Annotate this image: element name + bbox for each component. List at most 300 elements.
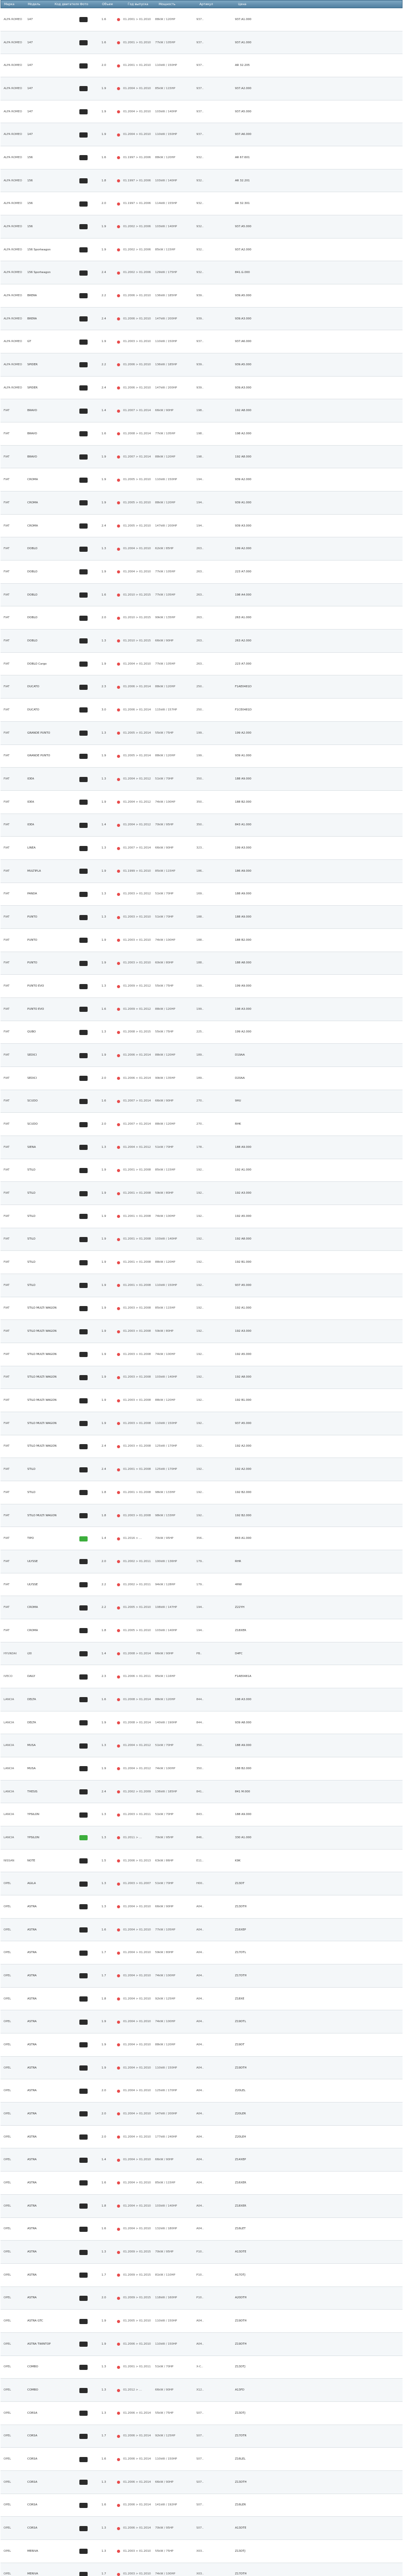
engine-photo-thumbnail[interactable] <box>79 707 88 713</box>
engine-photo-thumbnail[interactable] <box>79 2342 88 2347</box>
table-row[interactable] <box>1 1044 402 1067</box>
table-row[interactable] <box>1 791 402 814</box>
engine-photo-thumbnail[interactable] <box>79 132 88 138</box>
brand-cell: FIAT <box>4 916 10 919</box>
engine-photo-thumbnail[interactable] <box>79 1490 88 1495</box>
table-row[interactable] <box>1 2540 402 2563</box>
price-cell: 263 A1.000 <box>235 616 251 620</box>
engine-photo-thumbnail[interactable] <box>79 478 88 483</box>
table-row[interactable] <box>1 2425 402 2448</box>
table-row[interactable] <box>1 123 402 146</box>
model-cell: BRAVO <box>27 455 37 459</box>
table-row[interactable] <box>1 2148 402 2172</box>
model-cell: 147 <box>27 110 33 113</box>
table-row[interactable] <box>1 1366 402 1389</box>
table-row[interactable] <box>1 745 402 768</box>
engine-photo-thumbnail[interactable] <box>79 915 88 920</box>
table-row[interactable] <box>1 353 402 377</box>
table-row[interactable] <box>1 1850 402 1873</box>
engine-photo-thumbnail[interactable] <box>79 569 88 574</box>
engine-photo-thumbnail[interactable] <box>79 1858 88 1863</box>
table-row[interactable] <box>1 1228 402 1251</box>
table-row[interactable] <box>1 1481 402 1504</box>
table-row[interactable] <box>1 1826 402 1850</box>
table-row[interactable] <box>1 1665 402 1688</box>
table-row[interactable] <box>1 1297 402 1320</box>
power-cell: 88kW / 120HP <box>155 1007 175 1011</box>
table-row[interactable] <box>1 2563 402 2576</box>
code-cell: 356.. <box>196 1537 204 1540</box>
engine-photo-thumbnail[interactable] <box>79 293 88 298</box>
brand-cell: FIAT <box>4 547 10 551</box>
engine-photo-thumbnail[interactable] <box>79 1352 88 1357</box>
table-row[interactable] <box>1 284 402 308</box>
engine-photo-thumbnail[interactable] <box>79 2319 88 2324</box>
power-cell: 77kW / 105HP <box>155 593 175 597</box>
table-row[interactable] <box>1 1988 402 2011</box>
status-dot-icon <box>117 824 120 827</box>
status-dot-icon <box>117 1146 120 1149</box>
status-dot-icon <box>117 1974 120 1977</box>
engine-photo-thumbnail[interactable] <box>79 454 88 460</box>
engine-photo-thumbnail[interactable] <box>79 2227 88 2232</box>
code-cell: 192.. <box>196 1421 204 1425</box>
engine-photo-thumbnail[interactable] <box>79 2020 88 2025</box>
table-row[interactable] <box>1 192 402 215</box>
table-row[interactable] <box>1 653 402 676</box>
engine-photo-thumbnail[interactable] <box>79 431 88 436</box>
engine-photo-thumbnail[interactable] <box>79 178 88 183</box>
engine-photo-thumbnail[interactable] <box>79 1996 88 2002</box>
engine-photo-thumbnail[interactable] <box>79 869 88 874</box>
price-cell: 937.A5.000 <box>235 110 251 113</box>
engine-photo-thumbnail[interactable] <box>79 2065 88 2071</box>
engine-photo-thumbnail[interactable] <box>79 1628 88 1633</box>
brand-cell: FIAT <box>4 1123 10 1126</box>
years-cell: 01.2001 > 01.2010 <box>123 18 151 21</box>
engine-photo-thumbnail[interactable] <box>79 1766 88 1771</box>
engine-photo-thumbnail[interactable] <box>79 2549 88 2554</box>
engine-photo-thumbnail[interactable] <box>79 1260 88 1265</box>
status-dot-icon <box>117 663 120 666</box>
engine-photo-thumbnail[interactable] <box>79 1283 88 1288</box>
engine-photo-thumbnail[interactable] <box>79 892 88 897</box>
engine-photo-thumbnail[interactable] <box>79 270 88 276</box>
table-row[interactable] <box>1 1688 402 1711</box>
engine-photo-thumbnail[interactable] <box>79 1582 88 1587</box>
engine-photo-thumbnail[interactable] <box>79 2089 88 2094</box>
table-row[interactable] <box>1 2264 402 2287</box>
table-row[interactable] <box>1 1389 402 1412</box>
engine-photo-thumbnail[interactable] <box>79 1329 88 1334</box>
table-row[interactable] <box>1 1090 402 1113</box>
brand-cell: OPEL <box>4 2066 11 2070</box>
engine-photo-thumbnail[interactable] <box>79 2296 88 2301</box>
engine-photo-thumbnail[interactable] <box>79 385 88 391</box>
engine-photo-thumbnail[interactable] <box>79 2180 88 2185</box>
table-row[interactable] <box>1 1458 402 1481</box>
table-row[interactable] <box>1 1504 402 1528</box>
table-row[interactable] <box>1 1412 402 1435</box>
engine-photo-thumbnail[interactable] <box>79 86 88 91</box>
table-row[interactable] <box>1 1941 402 1964</box>
table-row[interactable] <box>1 1251 402 1274</box>
table-row[interactable] <box>1 31 402 55</box>
price-cell: 198 A3.000 <box>235 1698 251 1701</box>
engine-photo-thumbnail[interactable] <box>79 984 88 989</box>
table-row[interactable] <box>1 2079 402 2103</box>
table-row[interactable] <box>1 261 402 284</box>
volume-cell: 1.6 <box>102 2503 106 2507</box>
engine-photo-thumbnail[interactable] <box>79 523 88 529</box>
table-row[interactable] <box>1 975 402 998</box>
code-cell: 198.. <box>196 432 204 435</box>
engine-photo-thumbnail[interactable] <box>79 2204 88 2209</box>
table-row[interactable] <box>1 1205 402 1228</box>
header-engine: Код двигателя <box>55 3 79 6</box>
table-row[interactable] <box>1 1803 402 1826</box>
table-row[interactable] <box>1 1872 402 1895</box>
engine-photo-thumbnail[interactable] <box>79 2411 88 2416</box>
engine-photo-thumbnail[interactable] <box>79 1835 88 1840</box>
table-row[interactable] <box>1 1550 402 1573</box>
engine-photo-thumbnail[interactable] <box>79 1375 88 1380</box>
table-row[interactable] <box>1 1781 402 1804</box>
table-row[interactable] <box>1 215 402 239</box>
table-row[interactable] <box>1 1964 402 1988</box>
table-row[interactable] <box>1 330 402 353</box>
table-row[interactable] <box>1 170 402 193</box>
engine-photo-thumbnail[interactable] <box>79 638 88 643</box>
header-power: Мощность <box>159 3 176 6</box>
engine-photo-thumbnail[interactable] <box>79 17 88 22</box>
table-row[interactable] <box>1 515 402 538</box>
table-row[interactable] <box>1 2333 402 2356</box>
engine-photo-thumbnail[interactable] <box>79 247 88 252</box>
engine-photo-thumbnail[interactable] <box>79 1651 88 1656</box>
brand-cell: ALFA ROMEO <box>4 317 22 320</box>
model-cell: DOBLO <box>27 593 38 597</box>
table-row[interactable] <box>1 1642 402 1666</box>
engine-photo-thumbnail[interactable] <box>79 340 88 345</box>
engine-photo-thumbnail[interactable] <box>79 1214 88 1219</box>
model-cell: ASTRA <box>27 2135 37 2139</box>
engine-photo-thumbnail[interactable] <box>79 1191 88 1196</box>
engine-photo-thumbnail[interactable] <box>79 685 88 690</box>
table-row[interactable] <box>1 2379 402 2402</box>
table-row[interactable] <box>1 1573 402 1597</box>
table-row[interactable] <box>1 1757 402 1781</box>
table-row[interactable] <box>1 1343 402 1366</box>
table-row[interactable] <box>1 492 402 515</box>
table-row[interactable] <box>1 722 402 745</box>
code-cell: 192.. <box>196 1399 204 1402</box>
price-cell: 192 B2.000 <box>235 1490 251 1494</box>
brand-cell: ALFA ROMEO <box>4 225 22 228</box>
model-cell: DOBLO Cargo <box>27 662 47 666</box>
table-row[interactable] <box>1 308 402 331</box>
engine-photo-thumbnail[interactable] <box>79 1559 88 1564</box>
engine-photo-thumbnail[interactable] <box>79 1951 88 1956</box>
engine-photo-thumbnail[interactable] <box>79 2111 88 2116</box>
volume-cell: 1.6 <box>102 1007 106 1011</box>
table-row[interactable] <box>1 1919 402 1942</box>
table-row[interactable] <box>1 1596 402 1619</box>
brand-cell: FIAT <box>4 1192 10 1195</box>
table-row[interactable] <box>1 2402 402 2425</box>
engine-photo-thumbnail[interactable] <box>79 201 88 207</box>
table-row[interactable] <box>1 468 402 492</box>
engine-photo-thumbnail[interactable] <box>79 1789 88 1794</box>
engine-photo-thumbnail[interactable] <box>79 1697 88 1702</box>
table-row[interactable] <box>1 2057 402 2080</box>
table-row[interactable] <box>1 584 402 607</box>
engine-photo-thumbnail[interactable] <box>79 731 88 736</box>
engine-photo-thumbnail[interactable] <box>79 846 88 851</box>
engine-photo-thumbnail[interactable] <box>79 616 88 621</box>
engine-photo-thumbnail[interactable] <box>79 754 88 759</box>
status-dot-icon <box>117 341 120 344</box>
table-row[interactable] <box>1 2033 402 2057</box>
status-dot-icon <box>117 1330 120 1333</box>
engine-photo-thumbnail[interactable] <box>79 961 88 966</box>
engine-photo-thumbnail[interactable] <box>79 409 88 414</box>
table-row[interactable] <box>1 606 402 630</box>
power-cell: 66kW / 90HP <box>155 409 174 413</box>
engine-photo-thumbnail[interactable] <box>79 1513 88 1518</box>
table-row[interactable] <box>1 100 402 124</box>
engine-photo-thumbnail[interactable] <box>79 2365 88 2370</box>
volume-cell: 1.3 <box>102 639 106 642</box>
engine-photo-thumbnail[interactable] <box>79 1444 88 1449</box>
table-row[interactable] <box>1 2310 402 2333</box>
engine-photo-thumbnail[interactable] <box>79 2503 88 2508</box>
engine-photo-thumbnail[interactable] <box>79 1674 88 1680</box>
engine-photo-thumbnail[interactable] <box>79 1306 88 1311</box>
table-row[interactable] <box>1 860 402 883</box>
table-row[interactable] <box>1 2356 402 2379</box>
engine-photo-thumbnail[interactable] <box>79 1720 88 1725</box>
model-cell: ASTRA <box>27 1997 37 2001</box>
table-row[interactable] <box>1 1159 402 1182</box>
price-cell: 192 A8.000 <box>235 409 251 413</box>
years-cell: 01.2003 > 01.2008 <box>123 1307 151 1310</box>
status-dot-icon <box>117 2343 120 2346</box>
engine-photo-thumbnail[interactable] <box>79 800 88 805</box>
table-row[interactable] <box>1 699 402 722</box>
engine-photo-thumbnail[interactable] <box>79 2250 88 2255</box>
brand-cell: FIAT <box>4 1030 10 1034</box>
engine-photo-thumbnail[interactable] <box>79 592 88 598</box>
engine-photo-thumbnail[interactable] <box>79 1122 88 1127</box>
engine-photo-thumbnail[interactable] <box>79 40 88 45</box>
years-cell: 01.2007 > 01.2014 <box>123 455 151 459</box>
table-row[interactable] <box>1 1021 402 1044</box>
engine-photo-thumbnail[interactable] <box>79 1882 88 1887</box>
table-row[interactable] <box>1 2218 402 2241</box>
table-row[interactable] <box>1 929 402 952</box>
table-row[interactable] <box>1 883 402 906</box>
engine-photo-thumbnail[interactable] <box>79 1743 88 1749</box>
table-row[interactable] <box>1 2494 402 2517</box>
table-row[interactable] <box>1 2517 402 2540</box>
table-row[interactable] <box>1 2172 402 2195</box>
engine-photo-thumbnail[interactable] <box>79 2457 88 2462</box>
table-row[interactable] <box>1 422 402 446</box>
power-cell: 51kW / 70HP <box>155 892 174 896</box>
engine-photo-thumbnail[interactable] <box>79 500 88 505</box>
table-row[interactable] <box>1 146 402 170</box>
years-cell: 01.2003 > 01.2008 <box>123 1514 151 1517</box>
code-cell: 843.. <box>196 1813 204 1817</box>
brand-cell: ALFA ROMEO <box>4 156 22 159</box>
table-row[interactable] <box>1 1711 402 1735</box>
status-dot-icon <box>117 156 120 159</box>
table-row[interactable] <box>1 2471 402 2494</box>
price-cell: 263 A2.000 <box>235 639 251 642</box>
table-row[interactable] <box>1 1113 402 1136</box>
table-row[interactable] <box>1 2241 402 2264</box>
table-row[interactable] <box>1 675 402 699</box>
price-cell: F1CE0481D <box>235 708 252 711</box>
price-cell: 188 B2.000 <box>235 800 251 804</box>
brand-cell: FIAT <box>4 1606 10 1609</box>
table-row[interactable] <box>1 239 402 262</box>
engine-photo-thumbnail[interactable] <box>79 777 88 782</box>
engine-photo-thumbnail[interactable] <box>79 1421 88 1426</box>
table-row[interactable] <box>1 1619 402 1642</box>
power-cell: 103kW / 140HP <box>155 225 177 228</box>
table-row[interactable] <box>1 2287 402 2310</box>
power-cell: 88kW / 120HP <box>155 685 175 689</box>
engine-photo-thumbnail[interactable] <box>79 1007 88 1012</box>
power-cell: 103kW / 140HP <box>155 1629 177 1632</box>
table-row[interactable] <box>1 8 402 31</box>
engine-photo-thumbnail[interactable] <box>79 2480 88 2485</box>
table-row[interactable] <box>1 814 402 837</box>
price-cell: AR 32.205 <box>235 64 250 67</box>
table-row[interactable] <box>1 1320 402 1343</box>
table-row[interactable] <box>1 2103 402 2126</box>
table-row[interactable] <box>1 1895 402 1919</box>
table-row[interactable] <box>1 630 402 653</box>
volume-cell: 2.3 <box>102 685 106 689</box>
table-row[interactable] <box>1 1182 402 1205</box>
model-cell: CORSA <box>27 2434 38 2438</box>
engine-photo-thumbnail[interactable] <box>79 316 88 321</box>
engine-photo-thumbnail[interactable] <box>79 2526 88 2531</box>
engine-photo-thumbnail[interactable] <box>79 1398 88 1403</box>
table-row[interactable] <box>1 837 402 860</box>
engine-photo-thumbnail[interactable] <box>79 1536 88 1541</box>
power-cell: 66kW / 90HP <box>155 2158 174 2162</box>
brand-cell: FIAT <box>4 1490 10 1494</box>
brand-cell: FIAT <box>4 708 10 711</box>
power-cell: 74kW / 100HP <box>155 2020 175 2024</box>
engine-photo-thumbnail[interactable] <box>79 1168 88 1173</box>
status-dot-icon <box>117 1491 120 1494</box>
status-dot-icon <box>117 1261 120 1264</box>
table-row[interactable] <box>1 399 402 422</box>
power-cell: 103kW / 140HP <box>155 179 177 182</box>
volume-cell: 1.7 <box>102 2572 106 2576</box>
engine-photo-thumbnail[interactable] <box>79 1145 88 1150</box>
engine-photo-thumbnail[interactable] <box>79 109 88 114</box>
engine-photo-thumbnail[interactable] <box>79 1927 88 1933</box>
years-cell: 01.2003 > 01.2010 <box>123 2549 151 2553</box>
engine-photo-thumbnail[interactable] <box>79 1099 88 1104</box>
table-row[interactable] <box>1 2195 402 2218</box>
engine-photo-thumbnail[interactable] <box>79 1904 88 1909</box>
engine-photo-thumbnail[interactable] <box>79 1812 88 1818</box>
engine-photo-thumbnail[interactable] <box>79 63 88 69</box>
table-row[interactable] <box>1 906 402 929</box>
volume-cell: 1.9 <box>102 1330 106 1333</box>
engine-photo-thumbnail[interactable] <box>79 938 88 943</box>
engine-photo-thumbnail[interactable] <box>79 1605 88 1611</box>
table-row[interactable] <box>1 377 402 400</box>
engine-photo-thumbnail[interactable] <box>79 2434 88 2439</box>
table-row[interactable] <box>1 998 402 1021</box>
status-dot-icon <box>117 2573 120 2576</box>
table-row[interactable] <box>1 561 402 584</box>
table-row[interactable] <box>1 2010 402 2033</box>
engine-photo-thumbnail[interactable] <box>79 1973 88 1978</box>
brand-cell: LANCIA <box>4 1767 14 1770</box>
engine-photo-thumbnail[interactable] <box>79 1076 88 1081</box>
engine-photo-thumbnail[interactable] <box>79 547 88 552</box>
engine-photo-thumbnail[interactable] <box>79 1467 88 1472</box>
engine-photo-thumbnail[interactable] <box>79 662 88 667</box>
table-row[interactable] <box>1 768 402 791</box>
table-row[interactable] <box>1 54 402 77</box>
engine-photo-thumbnail[interactable] <box>79 155 88 160</box>
engine-photo-thumbnail[interactable] <box>79 362 88 367</box>
table-row[interactable] <box>1 1067 402 1090</box>
code-cell: 263.. <box>196 662 204 666</box>
table-row[interactable] <box>1 77 402 100</box>
table-row[interactable] <box>1 2126 402 2149</box>
engine-photo-thumbnail[interactable] <box>79 2042 88 2047</box>
engine-photo-thumbnail[interactable] <box>79 1030 88 1035</box>
engine-photo-thumbnail[interactable] <box>79 2572 88 2576</box>
power-cell: 114kW / 155HP <box>155 202 177 206</box>
volume-cell: 2.0 <box>102 2135 106 2139</box>
engine-photo-thumbnail[interactable] <box>79 823 88 828</box>
table-row[interactable] <box>1 2448 402 2471</box>
engine-photo-thumbnail[interactable] <box>79 224 88 229</box>
volume-cell: 1.3 <box>102 2549 106 2553</box>
engine-photo-thumbnail[interactable] <box>79 1053 88 1058</box>
volume-cell: 1.6 <box>102 1928 106 1931</box>
table-row[interactable] <box>1 1136 402 1159</box>
table-row[interactable] <box>1 537 402 561</box>
engine-photo-thumbnail[interactable] <box>79 2158 88 2163</box>
table-row[interactable] <box>1 1527 402 1550</box>
table-row[interactable] <box>1 1435 402 1459</box>
engine-photo-thumbnail[interactable] <box>79 2273 88 2278</box>
model-cell: ASTRA <box>27 2112 37 2115</box>
table-row[interactable] <box>1 1734 402 1757</box>
engine-photo-thumbnail[interactable] <box>79 1237 88 1242</box>
brand-cell: LANCIA <box>4 1721 14 1724</box>
table-row[interactable] <box>1 952 402 975</box>
engine-photo-thumbnail[interactable] <box>79 2134 88 2140</box>
years-cell: 01.2009 > 01.2012 <box>123 1007 151 1011</box>
engine-photo-thumbnail[interactable] <box>79 2388 88 2393</box>
table-row[interactable] <box>1 1274 402 1297</box>
table-row[interactable] <box>1 446 402 469</box>
